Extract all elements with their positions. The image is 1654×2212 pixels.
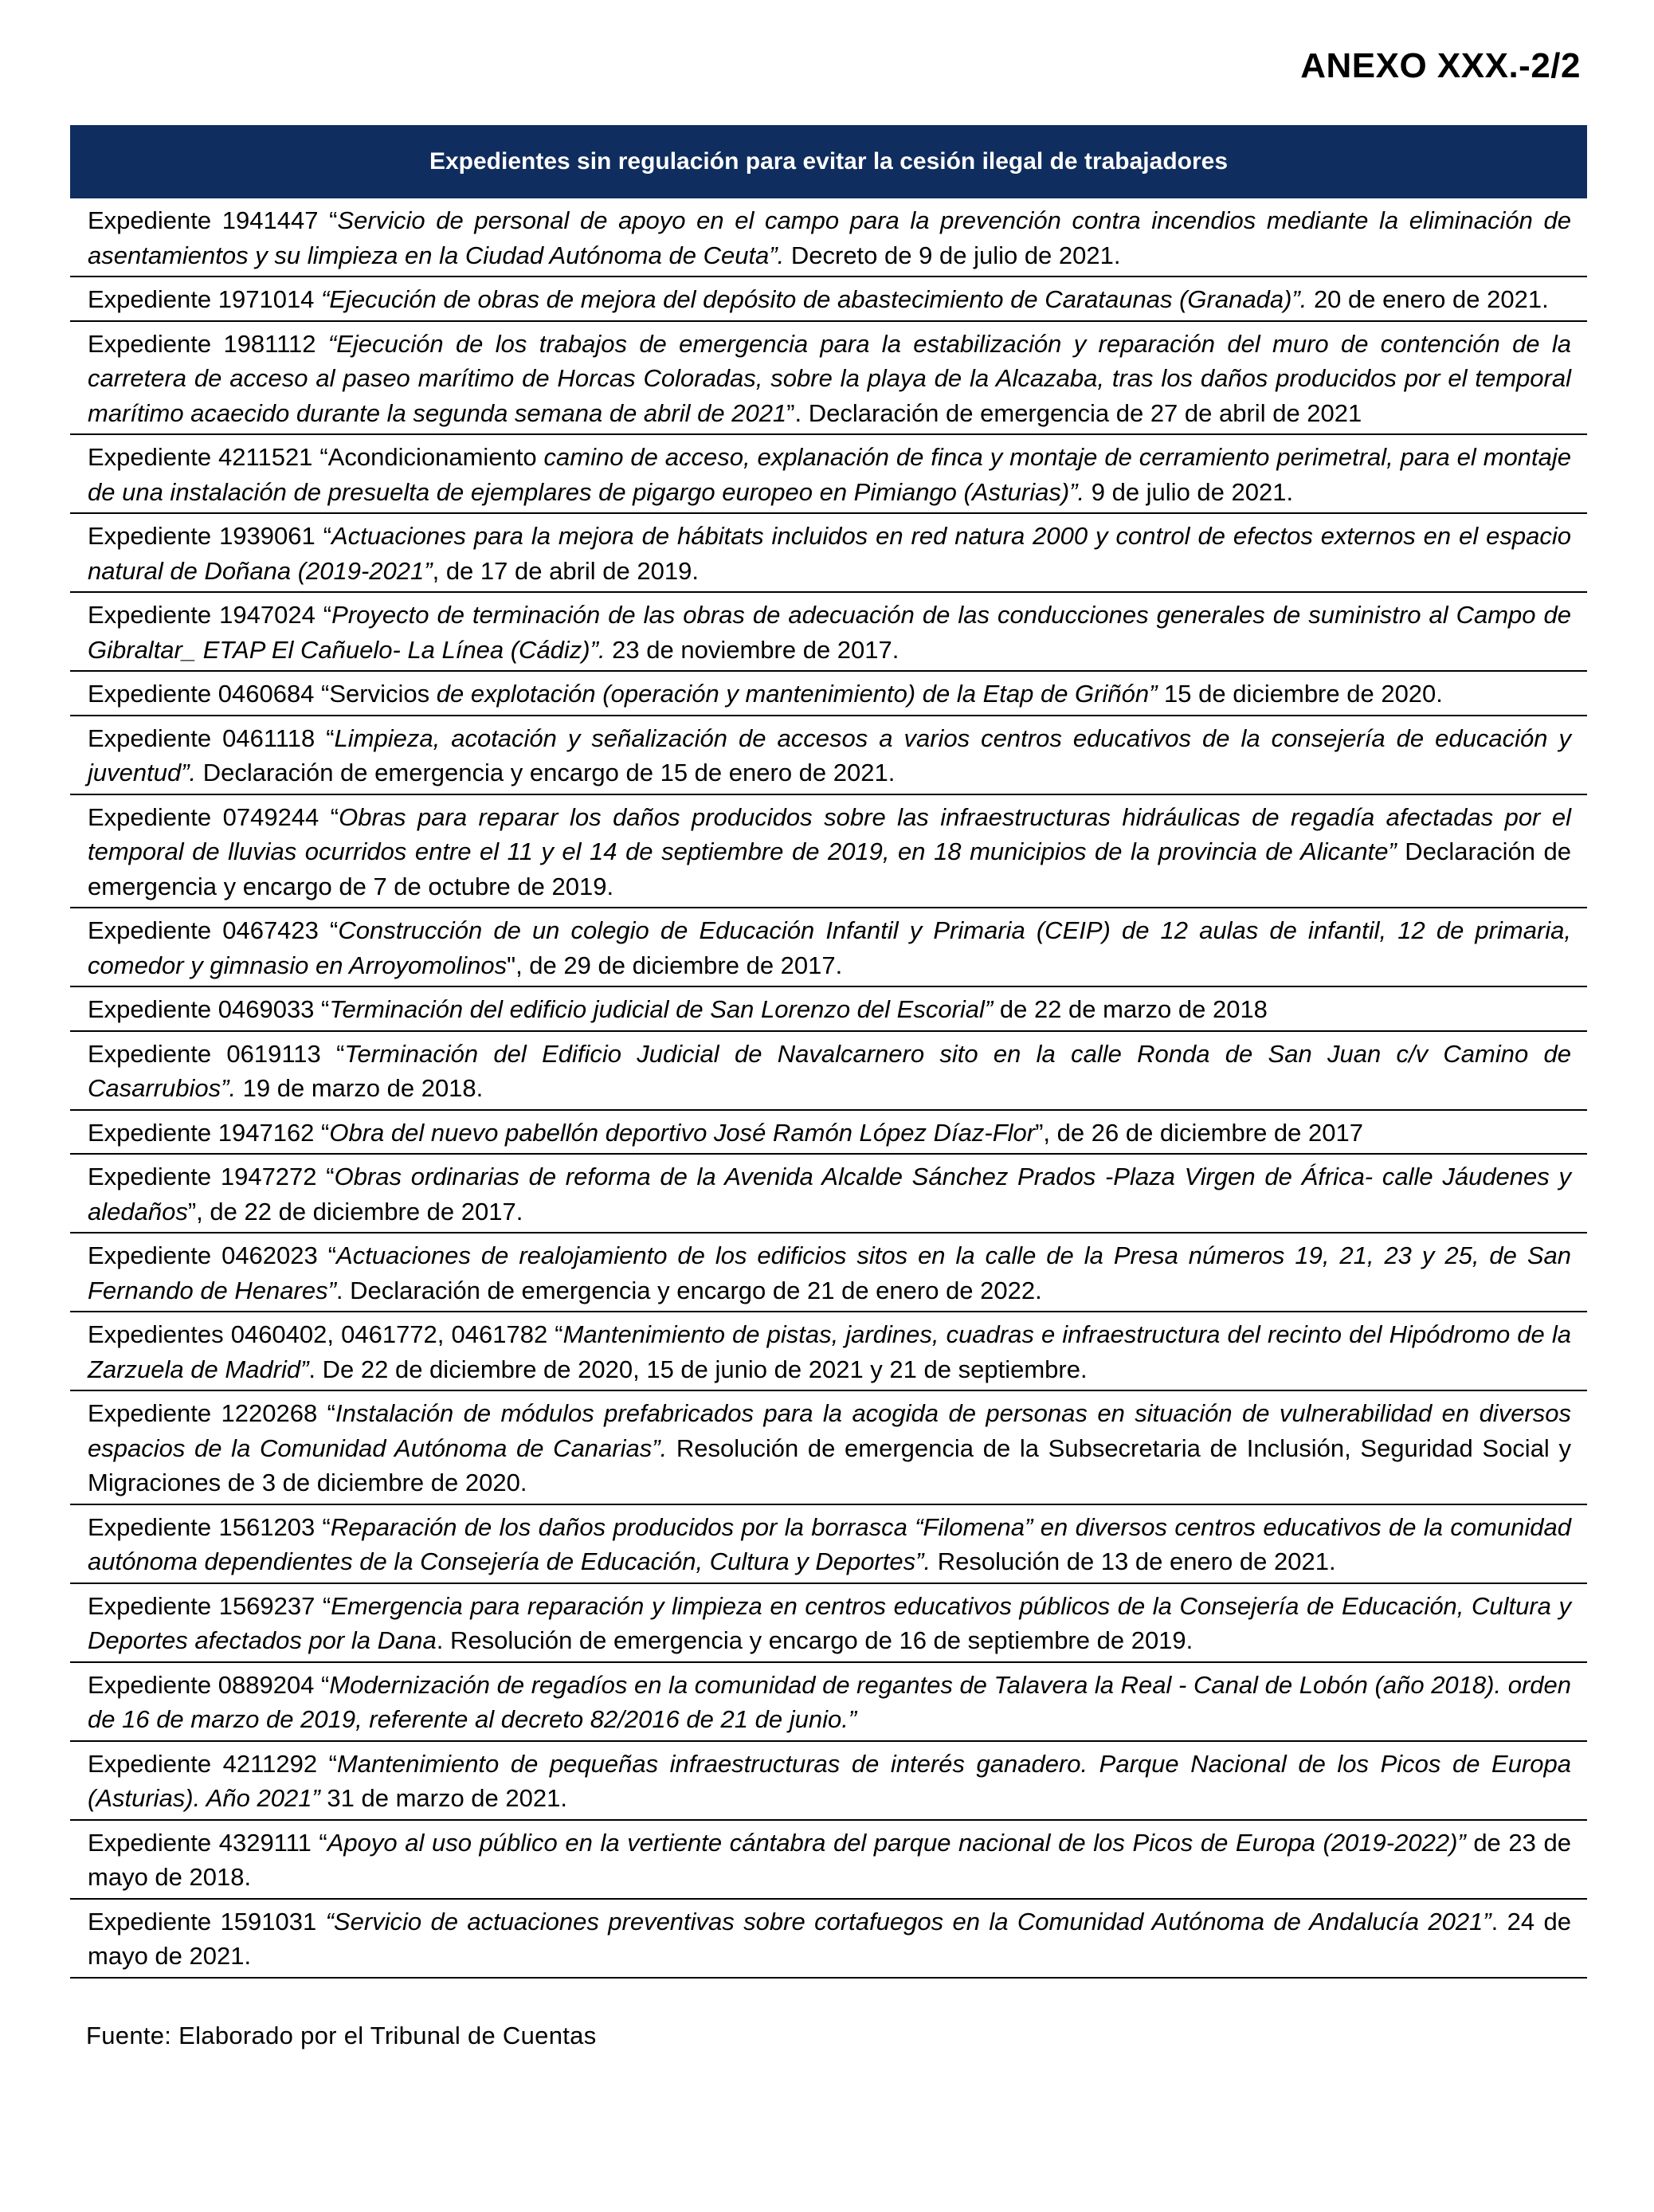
table-row xyxy=(70,1390,1587,1504)
expediente-cell xyxy=(70,434,1587,513)
table-row xyxy=(70,1312,1587,1390)
expediente-date: 23 de noviembre de 2017. xyxy=(605,635,900,664)
expediente-title: “Ejecución de los trabajos de emergencia para la estabilización y reparación del muro de contención de la carretera de acceso al paseo marítimo de Horcas Coloradas, sobre la playa de la Alcazaba, tras los daños producidos por el temporal marítimo acaecido durante la segunda semana de abril de 2021 xyxy=(88,329,1572,427)
expediente-title: “Servicio de actuaciones preventivas sobre cortafuegos en la Comunidad Autónoma de Andalucía 2021” xyxy=(325,1907,1491,1936)
expediente-date: ", de 29 de diciembre de 2017. xyxy=(507,951,843,979)
table-row xyxy=(70,1154,1587,1233)
table-row xyxy=(70,1899,1587,1978)
expediente-date: 9 de julio de 2021. xyxy=(1084,477,1294,506)
expediente-title: camino de acceso, explanación de finca y montaje de cerramiento perimetral, para el montaje de una instalación de presuelta de ejemplares de pigargo europeo en Pimiango (Asturias)”. xyxy=(88,443,1571,506)
expediente-cell xyxy=(70,1662,1587,1741)
expediente-number: Expediente 1220268 “ xyxy=(88,1399,335,1427)
expediente-number: Expediente 0467423 “ xyxy=(88,916,339,944)
table-header: Expedientes sin regulación para evitar la cesión ilegal de trabajadores xyxy=(70,125,1587,198)
expediente-number: Expediente 1947024 “ xyxy=(88,601,332,629)
expedientes-table xyxy=(70,125,1587,1979)
expediente-title: Obra del nuevo pabellón deportivo José Ramón López Díaz-Flor xyxy=(329,1118,1036,1147)
expediente-cell xyxy=(70,276,1587,321)
expediente-title: Mantenimiento de pequeñas infraestructuras de interés ganadero. Parque Nacional de los Picos de Europa (Asturias). Año 2021” xyxy=(88,1749,1571,1812)
expediente-title: Emergencia para reparación y limpieza en centros educativos públicos de la Consejería de Educación, Cultura y Deportes afectados por la Dana xyxy=(88,1591,1571,1654)
expediente-cell xyxy=(70,1820,1587,1899)
annex-title: ANEXO XXX.-2/2 xyxy=(1300,46,1581,85)
expediente-cell xyxy=(70,198,1587,276)
expediente-number: Expediente 4329111 “ xyxy=(88,1828,327,1857)
expediente-number: Expediente 1561203 “ xyxy=(88,1512,331,1541)
expediente-title: de explotación (operación y mantenimiento) de la Etap de Griñón” xyxy=(436,680,1158,708)
expediente-cell xyxy=(70,513,1587,592)
expediente-cell xyxy=(70,1154,1587,1233)
table-row xyxy=(70,986,1587,1031)
expediente-number: Expediente 1971014 xyxy=(88,285,322,313)
expediente-number: Expediente 0749244 “ xyxy=(88,802,339,831)
expediente-cell xyxy=(70,716,1587,794)
expediente-cell xyxy=(70,986,1587,1031)
expediente-number: Expediente 4211521 “Acondicionamiento xyxy=(88,443,544,471)
expediente-title: Terminación del edificio judicial de San Lorenzo del Escorial” xyxy=(329,995,994,1023)
expediente-title: Actuaciones para la mejora de hábitats incluidos en red natura 2000 y control de efectos externos en el espacio natural de Doñana (2019-2021” xyxy=(88,522,1571,585)
expediente-date: . Declaración de emergencia y encargo de 21 de enero de 2022. xyxy=(335,1276,1042,1304)
expediente-date: Declaración de emergencia y encargo de 15 de enero de 2021. xyxy=(196,759,896,786)
expediente-title: Reparación de los daños producidos por la borrasca “Filomena” en diversos centros educativos de la comunidad autónoma dependientes de la Consejería de Educación, Cultura y Deportes”. xyxy=(88,1512,1572,1575)
expediente-cell xyxy=(70,1390,1587,1504)
table-row xyxy=(70,592,1587,671)
source-note: Fuente: Elaborado por el Tribunal de Cuentas xyxy=(86,2022,597,2049)
expediente-cell xyxy=(70,671,1587,716)
table-row xyxy=(70,276,1587,321)
expediente-date: 19 de marzo de 2018. xyxy=(236,1074,484,1102)
expediente-date: 31 de marzo de 2021. xyxy=(319,1784,567,1812)
table-row xyxy=(70,1820,1587,1899)
expediente-cell xyxy=(70,794,1587,908)
expediente-date: Resolución de 13 de enero de 2021. xyxy=(931,1547,1336,1575)
expediente-date: ”, de 26 de diciembre de 2017 xyxy=(1035,1118,1363,1147)
expediente-cell xyxy=(70,1504,1587,1583)
expediente-date: . 24 de mayo de 2021. xyxy=(88,1907,1571,1970)
table-row xyxy=(70,513,1587,592)
expediente-cell xyxy=(70,592,1587,671)
expediente-date: , de 17 de abril de 2019. xyxy=(432,556,699,585)
expediente-title: Servicio de personal de apoyo en el campo para la prevención contra incendios mediante la eliminación de asentamientos y su limpieza en la Ciudad Autónoma de Ceuta”. xyxy=(88,206,1571,269)
expediente-date: . Resolución de emergencia y encargo de 16 de septiembre de 2019. xyxy=(436,1626,1193,1654)
expediente-date: de 22 de marzo de 2018 xyxy=(993,995,1268,1023)
expediente-cell xyxy=(70,1583,1587,1662)
expediente-number: Expediente 1947272 “ xyxy=(88,1163,335,1190)
expediente-number: Expediente 1981112 xyxy=(88,329,328,358)
expediente-number: Expediente 0460684 “Servicios xyxy=(88,680,437,708)
expediente-date: Declaración de emergencia y encargo de 7 de octubre de 2019. xyxy=(88,837,1571,900)
table-row xyxy=(70,671,1587,716)
expediente-number: Expediente 0619113 “ xyxy=(88,1039,345,1068)
expediente-number: Expediente 1591031 xyxy=(88,1907,326,1936)
table-row xyxy=(70,1110,1587,1155)
table-row xyxy=(70,1662,1587,1741)
expediente-title: Proyecto de terminación de las obras de adecuación de las conducciones generales de suministro al Campo de Gibraltar_ ETAP El Cañuelo- La Línea (Cádiz)”. xyxy=(88,601,1572,664)
table-row xyxy=(70,198,1587,276)
expediente-cell xyxy=(70,1312,1587,1390)
table-row xyxy=(70,1583,1587,1662)
expediente-title: Obras para reparar los daños producidos sobre las infraestructuras hidráulicas de regadía afectadas por el temporal de lluvias ocurridos entre el 11 y el 14 de septiembre de 2019, en 18 municipios de la provincia de Alicante” xyxy=(88,802,1571,865)
table-row xyxy=(70,1741,1587,1820)
table-row xyxy=(70,1233,1587,1312)
expediente-number: Expediente 1941447 “ xyxy=(88,206,338,234)
expediente-title: Obras ordinarias de reforma de la Avenida Alcalde Sánchez Prados -Plaza Virgen de África- calle Jáudenes y aledaños xyxy=(88,1163,1572,1226)
expediente-title: “Ejecución de obras de mejora del depósito de abastecimiento de Carataunas (Granada)”. xyxy=(321,285,1307,313)
expediente-title: Modernización de regadíos en la comunidad de regantes de Talavera la Real - Canal de Lobón (año 2018). orden de 16 de marzo de 2019, referente al decreto 82/2016 de 21 de junio.” xyxy=(88,1670,1571,1733)
expediente-title: Terminación del Edificio Judicial de Navalcarnero sito en la calle Ronda de San Juan c/v Camino de Casarrubios”. xyxy=(88,1039,1571,1102)
table-row xyxy=(70,908,1587,986)
expediente-number: Expediente 0889204 “ xyxy=(88,1670,330,1699)
expediente-title: Mantenimiento de pistas, jardines, cuadras e infraestructura del recinto del Hipódromo de la Zarzuela de Madrid” xyxy=(88,1320,1571,1383)
expediente-cell xyxy=(70,1741,1587,1820)
expediente-date: . De 22 de diciembre de 2020, 15 de junio de 2021 y 21 de septiembre. xyxy=(308,1355,1088,1383)
expediente-title: Construcción de un colegio de Educación Infantil y Primaria (CEIP) de 12 aulas de infantil, 12 de primaria, comedor y gimnasio en Arroyomolinos xyxy=(88,916,1571,979)
expediente-date: ”, de 22 de diciembre de 2017. xyxy=(187,1197,523,1226)
expediente-cell xyxy=(70,321,1587,435)
table-row xyxy=(70,1031,1587,1110)
expediente-number: Expediente 0469033 “ xyxy=(88,995,330,1023)
table-row xyxy=(70,794,1587,908)
table-row xyxy=(70,434,1587,513)
expediente-number: Expedientes 0460402, 0461772, 0461782 “ xyxy=(88,1320,563,1348)
expediente-date: Decreto de 9 de julio de 2021. xyxy=(784,241,1121,269)
expediente-date: ”. Declaración de emergencia de 27 de abril de 2021 xyxy=(786,398,1362,427)
expediente-date: 15 de diciembre de 2020. xyxy=(1157,680,1443,708)
table-header-row xyxy=(70,125,1587,198)
expediente-cell xyxy=(70,1899,1587,1978)
expediente-number: Expediente 0461118 “ xyxy=(88,724,335,752)
table-row xyxy=(70,321,1587,435)
table-body xyxy=(70,198,1587,1978)
expediente-date: Resolución de emergencia de la Subsecretaria de Inclusión, Seguridad Social y Migraciones de 3 de diciembre de 2020. xyxy=(88,1433,1571,1496)
expediente-number: Expediente 1569237 “ xyxy=(88,1591,331,1620)
table-row xyxy=(70,1504,1587,1583)
expediente-number: Expediente 1939061 “ xyxy=(88,522,332,550)
expediente-cell xyxy=(70,1110,1587,1155)
expediente-title: Actuaciones de realojamiento de los edificios sitos en la calle de la Presa números 19, 21, 23 y 25, de San Fernando de Henares” xyxy=(88,1241,1571,1304)
expediente-title: Apoyo al uso público en la vertiente cántabra del parque nacional de los Picos de Europa (2019-2022)” xyxy=(327,1828,1466,1857)
expediente-cell xyxy=(70,1233,1587,1312)
expediente-date: de 23 de mayo de 2018. xyxy=(88,1828,1571,1891)
expediente-number: Expediente 0462023 “ xyxy=(88,1241,337,1269)
expediente-title: Limpieza, acotación y señalización de accesos a varios centros educativos de la consejería de educación y juventud”. xyxy=(88,724,1571,786)
expediente-cell xyxy=(70,1031,1587,1110)
expediente-date: 20 de enero de 2021. xyxy=(1307,285,1549,313)
expediente-cell xyxy=(70,908,1587,986)
expediente-number: Expediente 1947162 “ xyxy=(88,1118,330,1147)
table-row xyxy=(70,716,1587,794)
expediente-number: Expediente 4211292 “ xyxy=(88,1749,337,1778)
expediente-title: Instalación de módulos prefabricados para la acogida de personas en situación de vulnerabilidad en diversos espacios de la Comunidad Autónoma de Canarias”. xyxy=(88,1399,1571,1462)
